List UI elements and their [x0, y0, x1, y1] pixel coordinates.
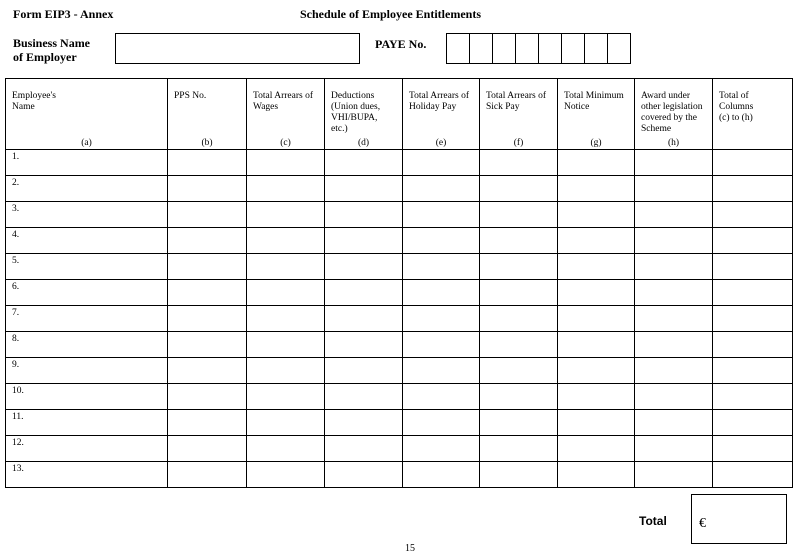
- column-header-label-line: Scheme: [641, 124, 672, 134]
- table-row: [6, 228, 793, 254]
- row-number: 13.: [12, 464, 24, 474]
- table-cell[interactable]: [247, 358, 325, 384]
- table-cell[interactable]: [247, 384, 325, 410]
- row-number: 12.: [12, 438, 24, 448]
- table-cell[interactable]: [325, 358, 403, 384]
- column-header: [480, 79, 558, 150]
- row-number: 8.: [12, 334, 20, 344]
- table-cell[interactable]: [247, 176, 325, 202]
- table-cell[interactable]: [247, 254, 325, 280]
- table-cell[interactable]: [635, 280, 713, 306]
- table-cell[interactable]: [247, 436, 325, 462]
- table-cell[interactable]: [403, 150, 480, 176]
- column-header-label-line: Award under: [641, 91, 690, 101]
- table-cell[interactable]: [168, 306, 247, 332]
- table-cell[interactable]: [635, 332, 713, 358]
- table-cell[interactable]: [635, 410, 713, 436]
- column-header-label-line: Total of: [719, 91, 749, 101]
- column-header: [713, 79, 793, 150]
- column-header-label-line: Employee's: [12, 91, 56, 101]
- table-cell[interactable]: [558, 306, 635, 332]
- table-cell[interactable]: [168, 462, 247, 488]
- table-cell[interactable]: [325, 254, 403, 280]
- table-cell[interactable]: [325, 384, 403, 410]
- table-cell[interactable]: [325, 306, 403, 332]
- table-cell[interactable]: [403, 436, 480, 462]
- table-cell[interactable]: [480, 410, 558, 436]
- column-header-label-line: Total Arrears of: [409, 91, 470, 101]
- table-cell[interactable]: [6, 176, 168, 202]
- column-letter: (h): [667, 138, 680, 148]
- entitlements-table: [5, 78, 793, 488]
- table-cell[interactable]: [558, 462, 635, 488]
- column-header-label-line: Total Arrears of: [253, 91, 314, 101]
- table-cell[interactable]: [713, 228, 793, 254]
- table-row: [6, 410, 793, 436]
- table-cell[interactable]: [403, 410, 480, 436]
- paye-label: PAYE No.: [375, 37, 427, 51]
- column-header-label-line: Total Minimum: [564, 91, 624, 101]
- table-cell[interactable]: [713, 410, 793, 436]
- column-letter: (e): [435, 138, 447, 148]
- business-name-label-line2: of Employer: [13, 50, 77, 64]
- table-cell[interactable]: [558, 254, 635, 280]
- table-cell[interactable]: [403, 462, 480, 488]
- paye-digit-cell[interactable]: [447, 34, 470, 63]
- table-cell[interactable]: [325, 176, 403, 202]
- table-cell[interactable]: [6, 202, 168, 228]
- table-cell[interactable]: [635, 358, 713, 384]
- table-cell[interactable]: [558, 176, 635, 202]
- table-cell[interactable]: [713, 176, 793, 202]
- table-cell[interactable]: [558, 150, 635, 176]
- table-cell[interactable]: [247, 228, 325, 254]
- paye-digit-cell[interactable]: [493, 34, 516, 63]
- business-name-field[interactable]: [115, 33, 360, 64]
- table-cell[interactable]: [168, 410, 247, 436]
- table-row: [6, 358, 793, 384]
- table-cell[interactable]: [403, 306, 480, 332]
- table-cell[interactable]: [635, 254, 713, 280]
- column-letter: (g): [590, 138, 602, 148]
- column-letter: (f): [513, 138, 524, 148]
- table-cell[interactable]: [713, 150, 793, 176]
- table-cell[interactable]: [635, 436, 713, 462]
- table-cell[interactable]: [713, 358, 793, 384]
- euro-symbol: €: [699, 516, 706, 531]
- paye-digit-cell[interactable]: [516, 34, 539, 63]
- table-cell[interactable]: [480, 254, 558, 280]
- table-cell[interactable]: [558, 436, 635, 462]
- table-cell[interactable]: [635, 202, 713, 228]
- table-cell[interactable]: [247, 410, 325, 436]
- table-cell[interactable]: [247, 150, 325, 176]
- table-cell[interactable]: [480, 358, 558, 384]
- column-header-label: [486, 91, 555, 113]
- table-cell[interactable]: [325, 436, 403, 462]
- table-cell[interactable]: [403, 176, 480, 202]
- table-cell[interactable]: [480, 228, 558, 254]
- table-cell[interactable]: [247, 306, 325, 332]
- table-cell[interactable]: [635, 150, 713, 176]
- row-number: 6.: [12, 282, 20, 292]
- table-row: [6, 254, 793, 280]
- form-id: Form EIP3 - Annex: [13, 7, 114, 21]
- column-header-label-line: Deductions: [331, 91, 375, 101]
- table-cell[interactable]: [480, 306, 558, 332]
- table-cell[interactable]: [403, 384, 480, 410]
- table-cell[interactable]: [403, 228, 480, 254]
- row-number: 4.: [12, 230, 20, 240]
- table-cell[interactable]: [713, 280, 793, 306]
- table-header-row: [6, 79, 793, 150]
- table-cell[interactable]: [168, 228, 247, 254]
- table-cell[interactable]: [713, 306, 793, 332]
- table-row: [6, 176, 793, 202]
- table-cell[interactable]: [635, 462, 713, 488]
- table-row: [6, 462, 793, 488]
- table-cell[interactable]: [168, 436, 247, 462]
- table-cell[interactable]: [480, 384, 558, 410]
- table-cell[interactable]: [6, 384, 168, 410]
- table-cell[interactable]: [635, 228, 713, 254]
- column-header: [635, 79, 713, 150]
- column-header: [558, 79, 635, 150]
- table-cell[interactable]: [168, 384, 247, 410]
- table-cell[interactable]: [480, 280, 558, 306]
- row-number: 2.: [12, 178, 20, 188]
- table-cell[interactable]: [325, 228, 403, 254]
- table-cell[interactable]: [168, 254, 247, 280]
- column-header-label: [174, 91, 244, 102]
- row-number: 9.: [12, 360, 20, 370]
- table-cell[interactable]: [558, 410, 635, 436]
- table-cell[interactable]: [558, 202, 635, 228]
- paye-number-field[interactable]: [446, 33, 631, 64]
- table-cell[interactable]: [168, 176, 247, 202]
- table-row: [6, 332, 793, 358]
- table-cell[interactable]: [6, 306, 168, 332]
- row-number: 1.: [12, 152, 20, 162]
- business-name-label: [13, 36, 90, 64]
- table-cell[interactable]: [6, 332, 168, 358]
- table-cell[interactable]: [6, 150, 168, 176]
- table-cell[interactable]: [403, 280, 480, 306]
- table-cell[interactable]: [247, 332, 325, 358]
- table-cell[interactable]: [168, 280, 247, 306]
- table-cell[interactable]: [168, 358, 247, 384]
- column-header-label-line: Notice: [564, 102, 590, 112]
- column-header-label: [409, 91, 477, 113]
- column-header-label-line: PPS No.: [174, 91, 207, 101]
- table-cell[interactable]: [480, 332, 558, 358]
- column-header-label: [641, 91, 710, 135]
- table-row: [6, 280, 793, 306]
- column-header-label: [331, 91, 400, 135]
- table-cell[interactable]: [480, 150, 558, 176]
- table-cell[interactable]: [635, 176, 713, 202]
- column-header-label-line: (Union dues,: [331, 102, 381, 112]
- table-cell[interactable]: [403, 332, 480, 358]
- table-cell[interactable]: [168, 332, 247, 358]
- column-header-label: [12, 91, 165, 113]
- table-cell[interactable]: [168, 202, 247, 228]
- table-cell[interactable]: [247, 462, 325, 488]
- table-cell[interactable]: [403, 254, 480, 280]
- table-cell[interactable]: [713, 332, 793, 358]
- column-header-label: [253, 91, 322, 113]
- table-cell[interactable]: [558, 384, 635, 410]
- table-cell[interactable]: [713, 436, 793, 462]
- table-cell[interactable]: [635, 306, 713, 332]
- table-cell[interactable]: [325, 410, 403, 436]
- table-cell[interactable]: [480, 462, 558, 488]
- table-cell[interactable]: [480, 176, 558, 202]
- table-row: [6, 436, 793, 462]
- table-row: [6, 150, 793, 176]
- column-header-label-line: Columns: [719, 102, 754, 112]
- table-cell[interactable]: [558, 228, 635, 254]
- total-label: Total: [639, 514, 667, 528]
- column-letter: (c): [280, 138, 291, 148]
- table-cell[interactable]: [480, 436, 558, 462]
- column-header-label-line: Total Arrears of: [486, 91, 547, 101]
- table-cell[interactable]: [403, 202, 480, 228]
- table-cell[interactable]: [6, 280, 168, 306]
- table-cell[interactable]: [325, 280, 403, 306]
- paye-digit-cell[interactable]: [585, 34, 608, 63]
- table-cell[interactable]: [713, 384, 793, 410]
- paye-digit-cell[interactable]: [562, 34, 585, 63]
- paye-digit-cell[interactable]: [470, 34, 493, 63]
- column-header-label: [564, 91, 632, 113]
- table-cell[interactable]: [6, 228, 168, 254]
- column-header: [247, 79, 325, 150]
- column-letter: (d): [357, 138, 370, 148]
- table-cell[interactable]: [168, 150, 247, 176]
- table-cell[interactable]: [325, 202, 403, 228]
- table-cell[interactable]: [713, 254, 793, 280]
- column-header-label-line: Sick Pay: [486, 102, 520, 112]
- column-header-label-line: etc.): [331, 124, 348, 134]
- table-cell[interactable]: [558, 358, 635, 384]
- column-header-label-line: (c) to (h): [719, 113, 753, 123]
- column-header-label-line: covered by the: [641, 113, 697, 123]
- table-cell[interactable]: [247, 280, 325, 306]
- table-cell[interactable]: [325, 150, 403, 176]
- column-header-label-line: Name: [12, 102, 35, 112]
- column-letter: (a): [81, 138, 92, 148]
- table-cell[interactable]: [713, 202, 793, 228]
- column-header-label-line: other legislation: [641, 102, 703, 112]
- table-row: [6, 306, 793, 332]
- table-cell[interactable]: [480, 202, 558, 228]
- column-header: [6, 79, 168, 150]
- column-header: [403, 79, 480, 150]
- column-header-label-line: Holiday Pay: [409, 102, 457, 112]
- business-name-label-line1: Business Name: [13, 36, 91, 50]
- table-cell[interactable]: [713, 462, 793, 488]
- table-cell[interactable]: [6, 410, 168, 436]
- row-number: 7.: [12, 308, 20, 318]
- column-header-label: [719, 91, 790, 124]
- column-header-label-line: VHI/BUPA,: [331, 113, 378, 123]
- row-number: 5.: [12, 256, 20, 266]
- total-field[interactable]: [691, 494, 787, 544]
- table-cell[interactable]: [558, 332, 635, 358]
- table-cell[interactable]: [6, 254, 168, 280]
- table-cell[interactable]: [6, 462, 168, 488]
- table-cell[interactable]: [325, 332, 403, 358]
- row-number: 10.: [12, 386, 24, 396]
- table-cell[interactable]: [635, 384, 713, 410]
- table-cell[interactable]: [325, 462, 403, 488]
- table-row: [6, 202, 793, 228]
- column-header: [325, 79, 403, 150]
- page-title: Schedule of Employee Entitlements: [300, 7, 481, 21]
- column-header-label-line: Wages: [253, 102, 279, 112]
- table-cell[interactable]: [558, 280, 635, 306]
- table-cell[interactable]: [403, 358, 480, 384]
- column-letter: (b): [201, 138, 213, 148]
- table-cell[interactable]: [6, 436, 168, 462]
- table-cell[interactable]: [6, 358, 168, 384]
- row-number: 11.: [12, 412, 24, 422]
- paye-digit-cell[interactable]: [539, 34, 562, 63]
- row-number: 3.: [12, 204, 20, 214]
- paye-digit-cell[interactable]: [608, 34, 631, 63]
- column-header: [168, 79, 247, 150]
- page-number: 15: [405, 543, 415, 554]
- table-row: [6, 384, 793, 410]
- table-cell[interactable]: [247, 202, 325, 228]
